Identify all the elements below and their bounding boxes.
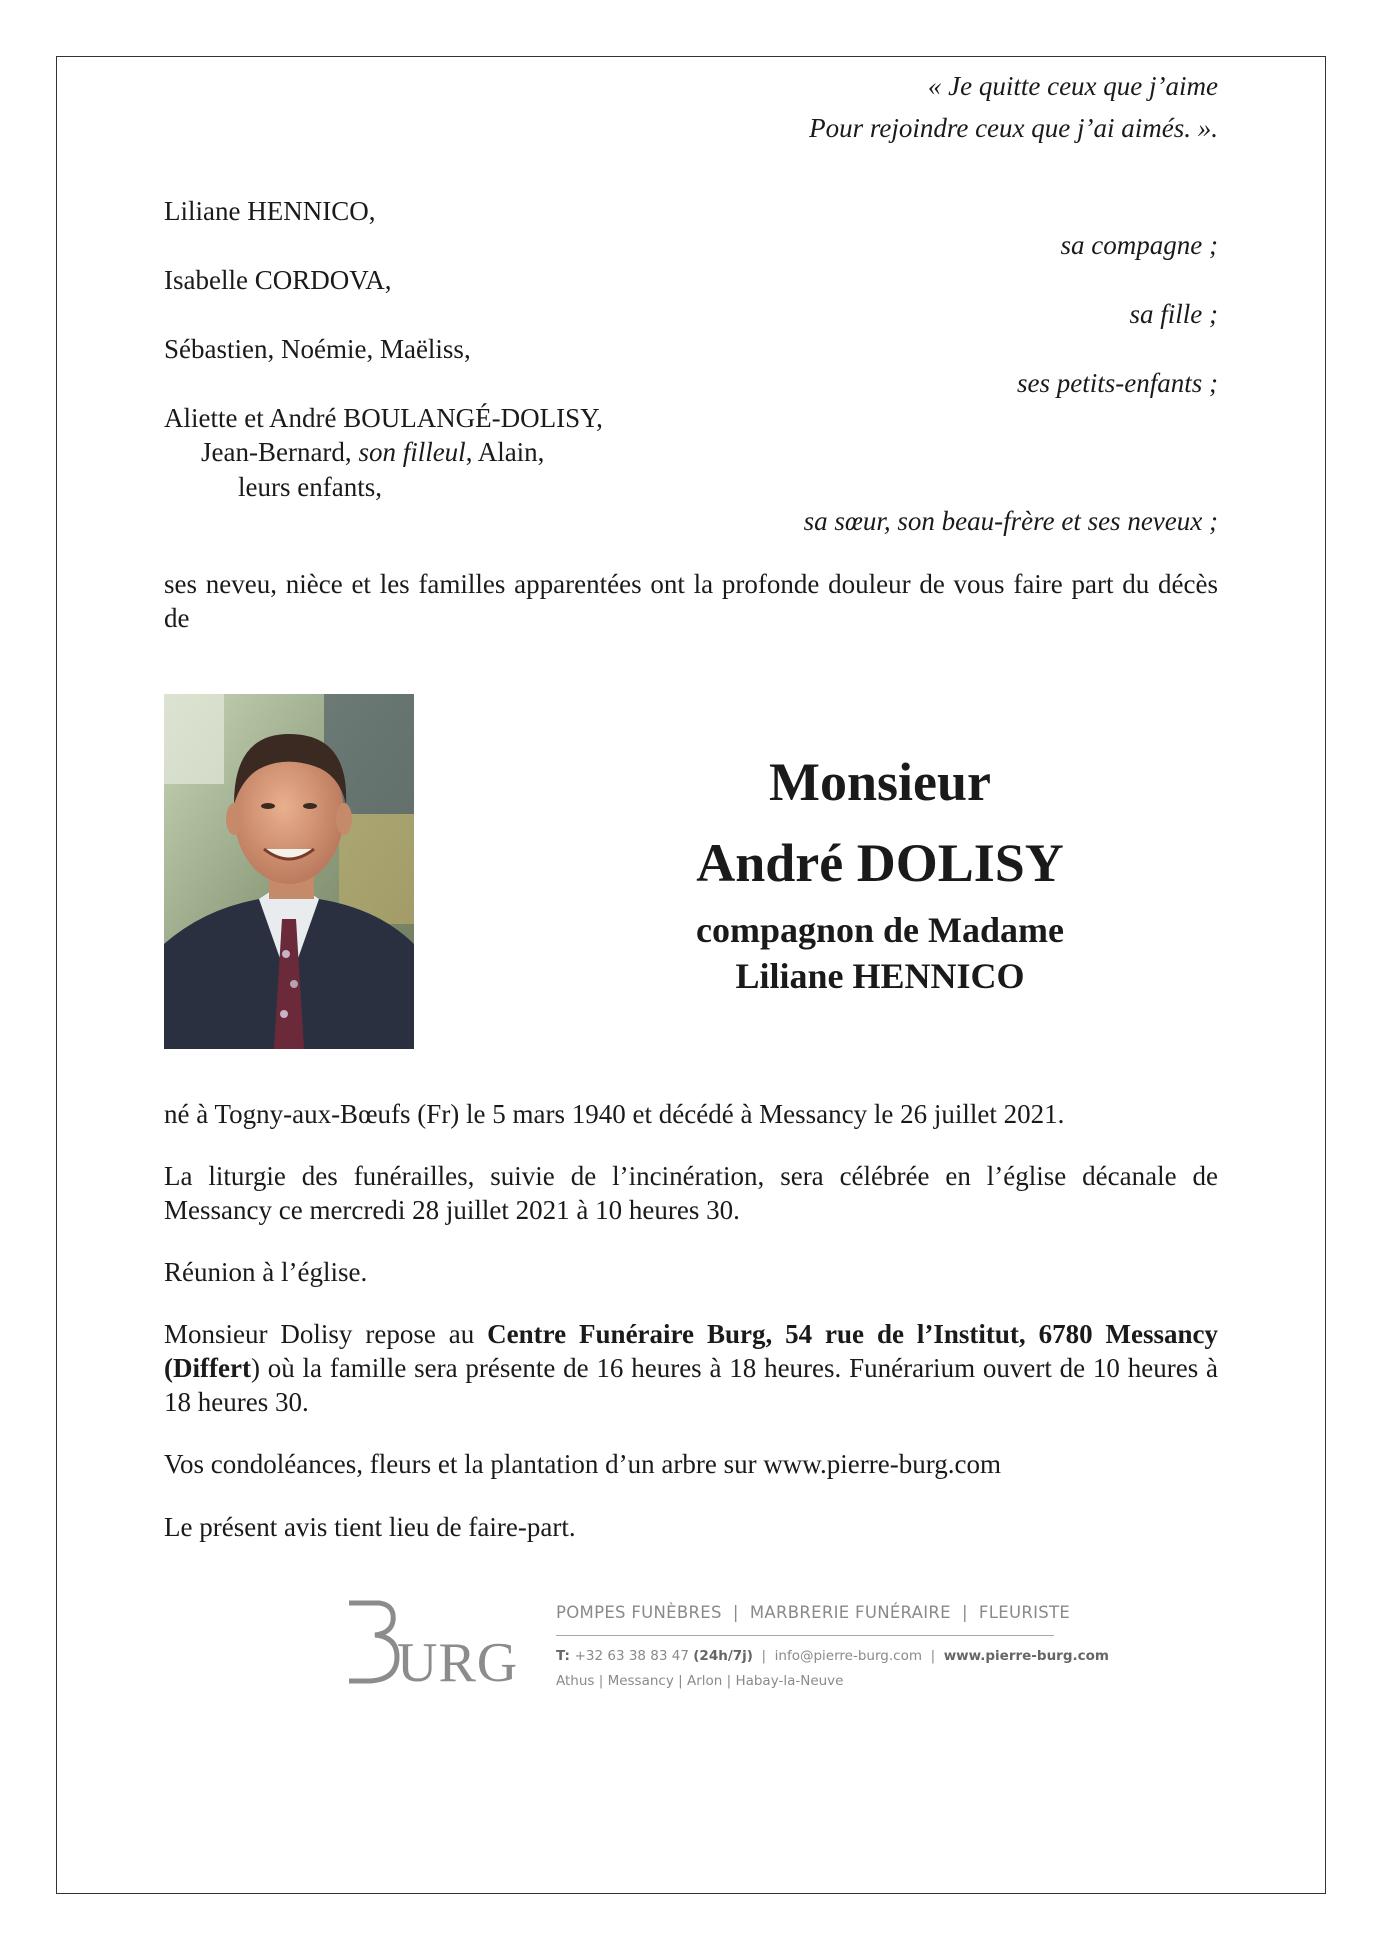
condolences-text: Vos condoléances, fleurs et la plantation d’un arbre sur www.pierre-burg.com	[164, 1449, 1001, 1479]
footer-services: POMPES FUNÈBRES | MARBRERIE FUNÉRAIRE | FLEURISTE	[556, 1603, 1071, 1622]
quote-line-2: Pour rejoindre ceux que j’ai aimés. ».	[809, 113, 1218, 143]
birth-death-text: né à Togny-aux-Bœufs (Fr) le 5 mars 1940 et décédé à Messancy le 26 juillet 2021.	[164, 1099, 1065, 1129]
footer-locations: Athus | Messancy | Arlon | Habay-la-Neuve	[556, 1673, 844, 1689]
footer-email[interactable]: | info@pierre-burg.com |	[752, 1648, 944, 1664]
sister-relation: sa sœur, son beau-frère et ses neveux ;	[803, 506, 1218, 536]
sister-line-2-godson: son filleul	[358, 437, 466, 467]
rest-text	[164, 1317, 1218, 1419]
deceased-subtitle-1: compagnon de Madame	[696, 910, 1064, 950]
liturgy-text: La liturgie des funérailles, suivie de l’incinération, sera célébrée en l’église décanale de Messancy ce mercredi 28 juillet 2021 à 10 heures 30.	[164, 1161, 1218, 1225]
family-relation-2: sa fille ;	[1129, 299, 1218, 329]
intro-text: ses neveu, nièce et les familles apparentées ont la profonde douleur de vous faire part du décès de	[164, 569, 1218, 633]
footer-phone-label: T:	[556, 1648, 575, 1664]
funeral-center-address: Centre Funéraire Burg, 54 rue de l’Institut, 6780 Messancy (Differt	[164, 1319, 1218, 1383]
sister-line-3: leurs enfants,	[238, 472, 382, 502]
burg-logo	[345, 1595, 520, 1690]
quote-line-1: « Je quitte ceux que j’aime	[927, 71, 1218, 101]
footer-hours: (24h/7j)	[693, 1648, 753, 1664]
footer-divider	[556, 1635, 1054, 1636]
deceased-title: Monsieur	[769, 752, 991, 812]
notice-text: Le présent avis tient lieu de faire-part.	[164, 1512, 576, 1542]
portrait-photo	[164, 694, 414, 1049]
footer-contact	[556, 1648, 1109, 1664]
sister-line-2-a: Jean-Bernard,	[201, 437, 359, 467]
sister-line-2	[201, 435, 544, 469]
family-name-3: Sébastien, Noémie, Maëliss,	[164, 334, 471, 364]
sister-line-2-c: , Alain,	[465, 437, 545, 467]
sister-line-1: Aliette et André BOULANGÉ-DOLISY,	[164, 403, 603, 433]
meeting-text: Réunion à l’église.	[164, 1257, 368, 1287]
rest-text-d: où la famille sera présente de 16 heures à 18 heures. Funérarium ouvert de 10 heures à 18 heures 30.	[164, 1353, 1218, 1417]
family-name-2: Isabelle CORDOVA,	[164, 265, 392, 295]
family-relation-1: sa compagne ;	[1060, 230, 1218, 260]
burg-logo-mark	[345, 1595, 520, 1690]
footer-phone: +32 63 38 83 47	[574, 1648, 694, 1664]
family-relation-3: ses petits-enfants ;	[1017, 368, 1218, 398]
deceased-name: André DOLISY	[696, 833, 1064, 893]
footer-website-link[interactable]: www.pierre-burg.com	[943, 1648, 1109, 1664]
rest-text-a: Monsieur Dolisy repose au	[164, 1319, 488, 1349]
family-name-1: Liliane HENNICO,	[164, 196, 376, 226]
rest-text-c: )	[250, 1353, 260, 1383]
deceased-subtitle-2: Liliane HENNICO	[735, 956, 1025, 996]
svg-text:URG: URG	[397, 1632, 519, 1690]
